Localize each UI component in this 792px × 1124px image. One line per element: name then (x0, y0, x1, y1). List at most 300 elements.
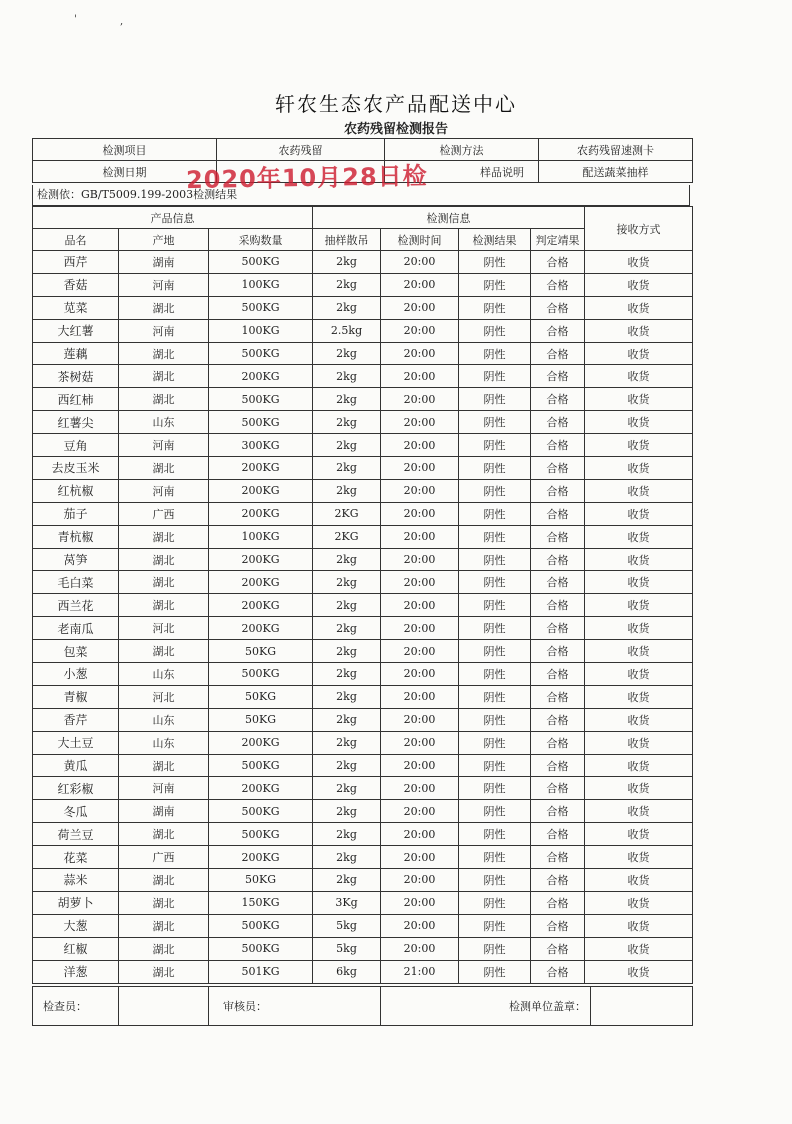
sample-amount: 2kg (313, 754, 381, 777)
purchase-quantity: 501KG (209, 960, 313, 983)
product-name: 香芹 (33, 708, 119, 731)
sample-value: 配送蔬菜抽样 (539, 161, 693, 183)
purchase-quantity: 500KG (209, 823, 313, 846)
report-subtitle: 农药残留检测报告 (343, 122, 448, 137)
receive-method: 收货 (585, 914, 693, 937)
product-origin: 河南 (119, 479, 209, 502)
sample-amount: 2kg (313, 571, 381, 594)
test-result: 阴性 (459, 296, 531, 319)
table-row (33, 891, 693, 914)
test-result: 阴性 (459, 800, 531, 823)
test-result: 阴性 (459, 823, 531, 846)
purchase-quantity: 500KG (209, 937, 313, 960)
product-name: 胡萝卜 (33, 891, 119, 914)
product-name: 大葱 (33, 914, 119, 937)
document-title: 轩农生态农产品配送中心 (275, 92, 517, 116)
table-row (33, 846, 693, 869)
verdict: 合格 (531, 960, 585, 983)
test-result: 阴性 (459, 457, 531, 480)
verdict: 合格 (531, 640, 585, 663)
verdict: 合格 (531, 891, 585, 914)
receive-method: 收货 (585, 754, 693, 777)
product-origin: 河南 (119, 434, 209, 457)
purchase-quantity: 500KG (209, 914, 313, 937)
purchase-quantity: 200KG (209, 571, 313, 594)
table-row (33, 411, 693, 434)
receive-method: 收货 (585, 365, 693, 388)
product-origin: 湖北 (119, 937, 209, 960)
product-origin: 河南 (119, 319, 209, 342)
sample-amount: 2kg (313, 617, 381, 640)
test-result: 阴性 (459, 502, 531, 525)
table-row (33, 388, 693, 411)
purchase-quantity: 200KG (209, 617, 313, 640)
test-result: 阴性 (459, 525, 531, 548)
test-result: 阴性 (459, 388, 531, 411)
test-time: 20:00 (381, 365, 459, 388)
product-name: 茶树菇 (33, 365, 119, 388)
test-time: 20:00 (381, 502, 459, 525)
results-table (32, 206, 693, 984)
receive-method: 收货 (585, 388, 693, 411)
product-name: 花菜 (33, 846, 119, 869)
test-result: 阴性 (459, 571, 531, 594)
method-label: 检测方法 (385, 139, 539, 161)
sample-amount: 2kg (313, 594, 381, 617)
purchase-quantity: 50KG (209, 640, 313, 663)
sample-amount: 5kg (313, 937, 381, 960)
purchase-quantity: 200KG (209, 479, 313, 502)
verdict: 合格 (531, 388, 585, 411)
purchase-quantity: 500KG (209, 411, 313, 434)
group-header-row (33, 207, 693, 229)
table-row (33, 365, 693, 388)
receive-method: 收货 (585, 525, 693, 548)
verdict: 合格 (531, 594, 585, 617)
product-origin: 湖北 (119, 548, 209, 571)
test-time: 20:00 (381, 296, 459, 319)
purchase-quantity: 500KG (209, 251, 313, 274)
date-label: 检测日期 (33, 161, 217, 183)
verdict: 合格 (531, 548, 585, 571)
product-name: 西兰花 (33, 594, 119, 617)
verdict: 合格 (531, 502, 585, 525)
product-name: 包菜 (33, 640, 119, 663)
sample-amount: 2kg (313, 685, 381, 708)
test-result: 阴性 (459, 434, 531, 457)
product-origin: 湖北 (119, 571, 209, 594)
receive-method: 收货 (585, 891, 693, 914)
method-value: 农药残留速测卡 (539, 139, 693, 161)
table-row (33, 319, 693, 342)
receive-method: 收货 (585, 846, 693, 869)
product-name: 荷兰豆 (33, 823, 119, 846)
verdict: 合格 (531, 434, 585, 457)
sample-amount: 2kg (313, 731, 381, 754)
sample-amount: 2kg (313, 365, 381, 388)
product-origin: 山东 (119, 411, 209, 434)
product-origin: 湖北 (119, 869, 209, 892)
test-result: 阴性 (459, 708, 531, 731)
test-time: 20:00 (381, 571, 459, 594)
product-name: 红薯尖 (33, 411, 119, 434)
test-result: 阴性 (459, 640, 531, 663)
verdict: 合格 (531, 777, 585, 800)
verdict: 合格 (531, 411, 585, 434)
purchase-quantity: 500KG (209, 388, 313, 411)
test-time: 20:00 (381, 663, 459, 686)
receive-method: 收货 (585, 457, 693, 480)
product-name: 老南瓜 (33, 617, 119, 640)
purchase-quantity: 50KG (209, 685, 313, 708)
table-row (33, 617, 693, 640)
verdict: 合格 (531, 731, 585, 754)
verdict: 合格 (531, 525, 585, 548)
receive-method: 收货 (585, 319, 693, 342)
test-time: 20:00 (381, 891, 459, 914)
table-row (33, 685, 693, 708)
verdict: 合格 (531, 319, 585, 342)
test-result: 阴性 (459, 365, 531, 388)
receive-method: 收货 (585, 479, 693, 502)
table-row (33, 640, 693, 663)
purchase-quantity: 100KG (209, 273, 313, 296)
product-name: 青杭椒 (33, 525, 119, 548)
test-result: 阴性 (459, 777, 531, 800)
product-name: 豆角 (33, 434, 119, 457)
verdict: 合格 (531, 937, 585, 960)
receive-method: 收货 (585, 823, 693, 846)
test-time: 21:00 (381, 960, 459, 983)
purchase-quantity: 200KG (209, 548, 313, 571)
table-row (33, 914, 693, 937)
test-result: 阴性 (459, 685, 531, 708)
receive-method: 收货 (585, 296, 693, 319)
receive-method: 收货 (585, 411, 693, 434)
verdict: 合格 (531, 708, 585, 731)
table-row (33, 708, 693, 731)
table-row (33, 273, 693, 296)
result-header: 检测结果 (459, 229, 531, 251)
sample-amount: 2kg (313, 846, 381, 869)
purchase-quantity: 500KG (209, 754, 313, 777)
purchase-quantity: 50KG (209, 708, 313, 731)
quantity-header: 采购数量 (209, 229, 313, 251)
verdict: 合格 (531, 342, 585, 365)
sample-amount: 2KG (313, 525, 381, 548)
verdict: 合格 (531, 365, 585, 388)
sample-amount: 2.5kg (313, 319, 381, 342)
name-header: 品名 (33, 229, 119, 251)
receive-method: 收货 (585, 800, 693, 823)
verdict: 合格 (531, 914, 585, 937)
product-origin: 湖南 (119, 251, 209, 274)
table-row (33, 823, 693, 846)
sample-amount: 2kg (313, 273, 381, 296)
test-time: 20:00 (381, 319, 459, 342)
table-row (33, 663, 693, 686)
test-result: 阴性 (459, 960, 531, 983)
purchase-quantity: 200KG (209, 365, 313, 388)
sample-amount: 2kg (313, 251, 381, 274)
table-row (33, 434, 693, 457)
seal-label: 检测单位盖章： (381, 987, 591, 1026)
test-time: 20:00 (381, 525, 459, 548)
product-origin: 河南 (119, 273, 209, 296)
verdict: 合格 (531, 457, 585, 480)
test-time: 20:00 (381, 411, 459, 434)
test-time: 20:00 (381, 434, 459, 457)
verdict: 合格 (531, 823, 585, 846)
test-time: 20:00 (381, 342, 459, 365)
origin-header: 产地 (119, 229, 209, 251)
purchase-quantity: 300KG (209, 434, 313, 457)
test-result: 阴性 (459, 479, 531, 502)
product-origin: 湖北 (119, 914, 209, 937)
product-origin: 山东 (119, 708, 209, 731)
test-time: 20:00 (381, 731, 459, 754)
receive-method: 收货 (585, 663, 693, 686)
receive-method: 收货 (585, 708, 693, 731)
sample-amount: 2kg (313, 388, 381, 411)
sample-amount: 2kg (313, 479, 381, 502)
product-origin: 山东 (119, 731, 209, 754)
test-time: 20:00 (381, 594, 459, 617)
scan-mark: ' (74, 14, 77, 25)
product-origin: 山东 (119, 663, 209, 686)
verdict: 合格 (531, 754, 585, 777)
table-row (33, 251, 693, 274)
receive-method: 收货 (585, 777, 693, 800)
test-basis: 检测依：GB/T5009.199-2003检测结果 (32, 185, 690, 206)
sample-amount: 2kg (313, 823, 381, 846)
table-row (33, 342, 693, 365)
product-name: 毛白菜 (33, 571, 119, 594)
table-row (33, 502, 693, 525)
product-name: 冬瓜 (33, 800, 119, 823)
sample-amount: 3Kg (313, 891, 381, 914)
product-origin: 湖北 (119, 640, 209, 663)
receive-method: 收货 (585, 502, 693, 525)
table-row (33, 777, 693, 800)
receive-method: 收货 (585, 571, 693, 594)
table-row (33, 296, 693, 319)
product-origin: 湖北 (119, 823, 209, 846)
product-name: 青椒 (33, 685, 119, 708)
test-result: 阴性 (459, 914, 531, 937)
product-origin: 湖北 (119, 388, 209, 411)
purchase-quantity: 200KG (209, 777, 313, 800)
table-row (33, 937, 693, 960)
group-product-header: 产品信息 (33, 207, 313, 229)
test-result: 阴性 (459, 251, 531, 274)
table-row (33, 571, 693, 594)
test-result: 阴性 (459, 937, 531, 960)
purchase-quantity: 100KG (209, 525, 313, 548)
verdict: 合格 (531, 479, 585, 502)
product-name: 小葱 (33, 663, 119, 686)
test-time: 20:00 (381, 800, 459, 823)
receive-method: 收货 (585, 548, 693, 571)
table-row (33, 594, 693, 617)
product-origin: 河北 (119, 617, 209, 640)
test-time: 20:00 (381, 617, 459, 640)
verdict: 合格 (531, 846, 585, 869)
product-origin: 河南 (119, 777, 209, 800)
test-result: 阴性 (459, 594, 531, 617)
purchase-quantity: 200KG (209, 502, 313, 525)
verdict-header: 判定靖果 (531, 229, 585, 251)
seal-area (591, 987, 693, 1026)
product-name: 红椒 (33, 937, 119, 960)
purchase-quantity: 200KG (209, 457, 313, 480)
product-name: 大红薯 (33, 319, 119, 342)
test-time: 20:00 (381, 251, 459, 274)
sample-amount: 2kg (313, 411, 381, 434)
test-result: 阴性 (459, 342, 531, 365)
table-row (33, 960, 693, 983)
test-result: 阴性 (459, 548, 531, 571)
table-row (33, 479, 693, 502)
purchase-quantity: 200KG (209, 731, 313, 754)
inspector-label: 检查员： (33, 987, 119, 1026)
signature-table (32, 986, 693, 1026)
test-result: 阴性 (459, 869, 531, 892)
test-time: 20:00 (381, 457, 459, 480)
sample-amount: 2kg (313, 434, 381, 457)
purchase-quantity: 500KG (209, 800, 313, 823)
test-time: 20:00 (381, 869, 459, 892)
sample-amount: 2kg (313, 708, 381, 731)
product-origin: 湖北 (119, 457, 209, 480)
test-time: 20:00 (381, 548, 459, 571)
sample-amount: 2kg (313, 869, 381, 892)
purchase-quantity: 500KG (209, 342, 313, 365)
test-time: 20:00 (381, 937, 459, 960)
table-row (33, 869, 693, 892)
item-value: 农药残留 (217, 139, 385, 161)
purchase-quantity: 500KG (209, 663, 313, 686)
test-result: 阴性 (459, 273, 531, 296)
test-time: 20:00 (381, 823, 459, 846)
purchase-quantity: 200KG (209, 594, 313, 617)
product-name: 香菇 (33, 273, 119, 296)
sample-amount: 2kg (313, 800, 381, 823)
date-stamp: 2020年10月28日检 (185, 161, 428, 195)
receive-method: 收货 (585, 342, 693, 365)
receive-method: 收货 (585, 434, 693, 457)
purchase-quantity: 150KG (209, 891, 313, 914)
sample-amount: 2kg (313, 663, 381, 686)
sample-amount: 5kg (313, 914, 381, 937)
receive-method: 收货 (585, 731, 693, 754)
table-row (33, 731, 693, 754)
product-origin: 湖南 (119, 800, 209, 823)
test-time: 20:00 (381, 388, 459, 411)
item-label: 检测项目 (33, 139, 217, 161)
product-origin: 湖北 (119, 296, 209, 319)
test-result: 阴性 (459, 731, 531, 754)
test-time: 20:00 (381, 273, 459, 296)
test-result: 阴性 (459, 846, 531, 869)
scan-mark: , (120, 16, 124, 27)
receive-method: 收货 (585, 685, 693, 708)
time-header: 检测时间 (381, 229, 459, 251)
sample-amount: 2kg (313, 777, 381, 800)
product-origin: 广西 (119, 846, 209, 869)
test-time: 20:00 (381, 640, 459, 663)
results-body (33, 251, 693, 984)
test-time: 20:00 (381, 914, 459, 937)
verdict: 合格 (531, 869, 585, 892)
product-name: 蒜米 (33, 869, 119, 892)
sample-amount: 2kg (313, 342, 381, 365)
signature-row (33, 987, 693, 1026)
product-origin: 湖北 (119, 594, 209, 617)
table-row (33, 800, 693, 823)
product-name: 莲藕 (33, 342, 119, 365)
receive-method: 收货 (585, 273, 693, 296)
purchase-quantity: 500KG (209, 296, 313, 319)
verdict: 合格 (531, 663, 585, 686)
reviewer-label: 审核员： (209, 987, 381, 1026)
product-origin: 湖北 (119, 525, 209, 548)
receive-method: 收货 (585, 640, 693, 663)
test-result: 阴性 (459, 891, 531, 914)
test-result: 阴性 (459, 754, 531, 777)
test-time: 20:00 (381, 754, 459, 777)
product-name: 洋葱 (33, 960, 119, 983)
verdict: 合格 (531, 617, 585, 640)
product-origin: 湖北 (119, 754, 209, 777)
product-name: 红杭椒 (33, 479, 119, 502)
product-origin: 广西 (119, 502, 209, 525)
product-name: 西红柿 (33, 388, 119, 411)
table-row (33, 525, 693, 548)
test-result: 阴性 (459, 319, 531, 342)
sample-amount: 2kg (313, 296, 381, 319)
product-name: 莴笋 (33, 548, 119, 571)
receive-method: 收货 (585, 937, 693, 960)
product-name: 黄瓜 (33, 754, 119, 777)
receive-method: 收货 (585, 251, 693, 274)
inspector-signature (119, 987, 209, 1026)
table-row (33, 457, 693, 480)
purchase-quantity: 100KG (209, 319, 313, 342)
verdict: 合格 (531, 800, 585, 823)
sample-amount: 2KG (313, 502, 381, 525)
receive-method: 收货 (585, 960, 693, 983)
product-name: 茄子 (33, 502, 119, 525)
test-time: 20:00 (381, 708, 459, 731)
sample-amount: 2kg (313, 548, 381, 571)
test-time: 20:00 (381, 685, 459, 708)
sample-amount: 2kg (313, 640, 381, 663)
test-result: 阴性 (459, 617, 531, 640)
receive-method: 收货 (585, 617, 693, 640)
sample-amount: 6kg (313, 960, 381, 983)
table-row (33, 548, 693, 571)
test-time: 20:00 (381, 479, 459, 502)
product-origin: 湖北 (119, 342, 209, 365)
product-origin: 湖北 (119, 891, 209, 914)
receive-header: 接收方式 (585, 207, 693, 251)
product-name: 西芹 (33, 251, 119, 274)
product-name: 大土豆 (33, 731, 119, 754)
product-name: 红彩椒 (33, 777, 119, 800)
test-result: 阴性 (459, 411, 531, 434)
product-origin: 湖北 (119, 365, 209, 388)
